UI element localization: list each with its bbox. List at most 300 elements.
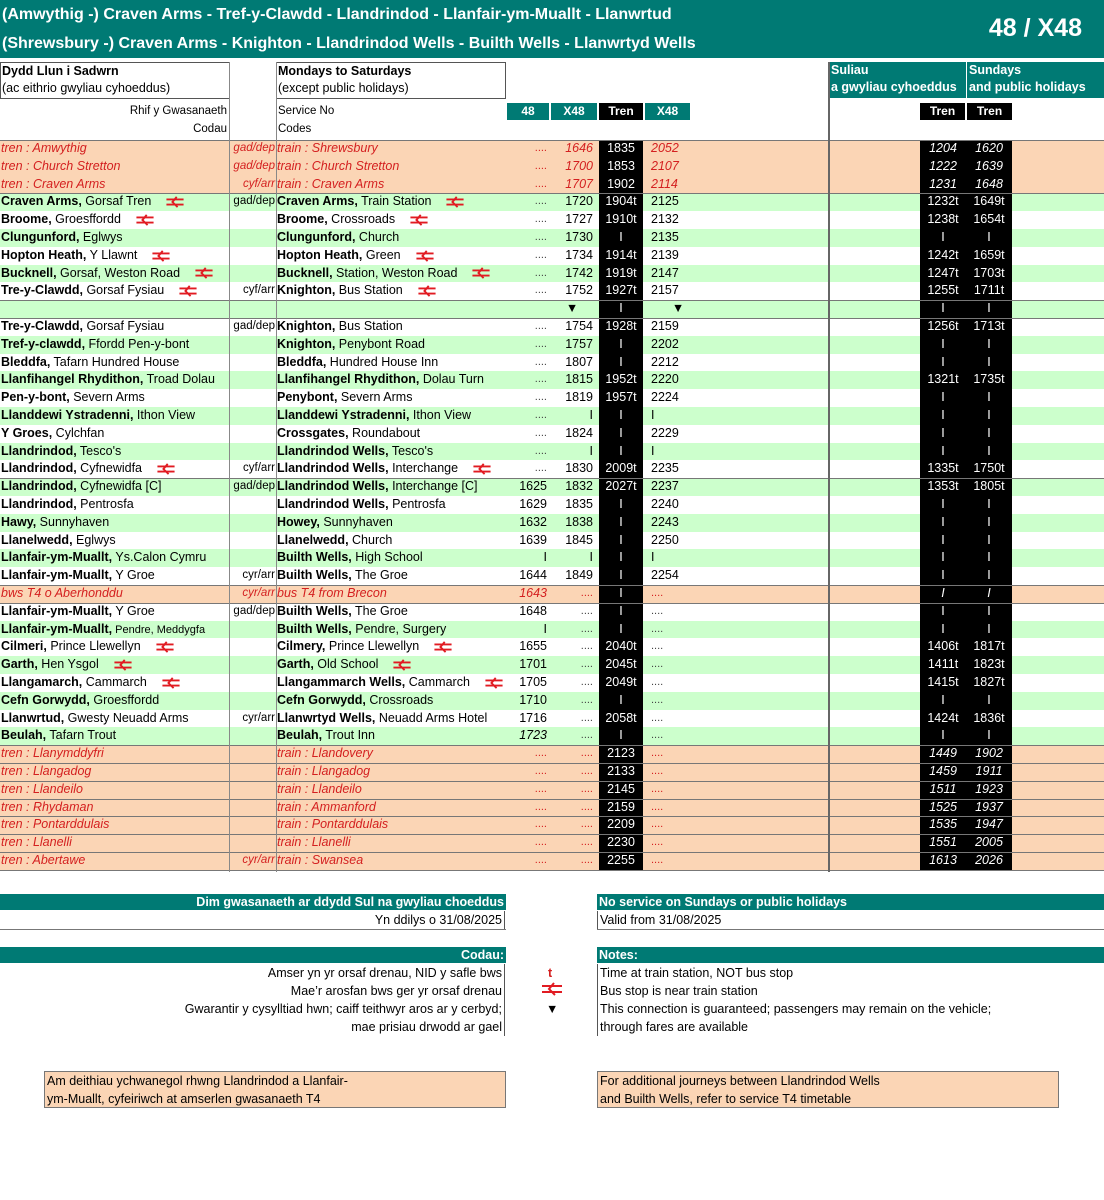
- stop-detail-english: train : Church Stretton: [277, 158, 400, 173]
- stop-detail-english: Church: [355, 230, 400, 244]
- time-x48-first: I: [589, 408, 593, 422]
- row-separator: [0, 781, 1104, 782]
- stop-detail-welsh: Pendre, Meddygfa: [112, 623, 206, 636]
- time-train: 1927t: [599, 282, 643, 300]
- stop-name-welsh: [1, 781, 229, 799]
- time-48: 1632: [519, 514, 547, 529]
- stop-name-english: [277, 834, 507, 852]
- stop-locality-welsh: Llanfair-ym-Muallt,: [1, 550, 113, 565]
- stop-name-welsh: [1, 478, 229, 496]
- rail-icon: [180, 266, 214, 280]
- time-sunday-train-1: I: [920, 300, 966, 318]
- stop-code: [229, 638, 276, 656]
- timetable-header: [0, 0, 1104, 58]
- stop-name-welsh: [1, 318, 229, 336]
- welsh-code-rail: Mae’r arosfan bws ger yr orsaf drenau: [291, 982, 505, 1000]
- stop-detail-welsh: tren : Pontarddulais: [1, 817, 110, 832]
- stop-name-english: [277, 371, 507, 389]
- table-row: [0, 674, 1104, 692]
- time-x48-second: 2114: [651, 176, 678, 191]
- time-x48-first: ....: [580, 782, 593, 795]
- time-sunday-train-2: I: [966, 692, 1012, 710]
- stop-locality-welsh: Llandrindod,: [1, 479, 77, 494]
- time-x48-second: ....: [651, 658, 664, 671]
- time-x48-second: 2229: [651, 425, 679, 440]
- stop-code: [229, 211, 276, 229]
- row-separator: [0, 478, 1104, 479]
- stop-code: [229, 656, 276, 674]
- stop-detail-english: Sunnyhaven: [319, 514, 393, 529]
- welsh-days-sub: (ac eithrio gwyliau cyhoeddus): [2, 81, 171, 95]
- time-x48-second: ....: [651, 640, 664, 653]
- time-sunday-train-2: I: [966, 300, 1012, 318]
- time-x48-second: 2052: [651, 141, 679, 155]
- time-x48-second: 2212: [651, 354, 679, 369]
- stop-name-welsh: [1, 567, 229, 585]
- time-sunday-train-2: 1620: [966, 140, 1012, 158]
- stop-locality-english: Broome,: [277, 212, 328, 227]
- sunday-col-header-tren-1: Tren: [920, 103, 965, 120]
- time-x48-second: ....: [651, 800, 664, 813]
- stop-locality-english: Knighton,: [277, 319, 336, 333]
- time-x48-first: 1838: [565, 514, 593, 529]
- time-48: ....: [534, 177, 547, 190]
- time-x48-second: I: [651, 408, 655, 422]
- welsh-valid-from: Yn ddilys o 31/08/2025: [375, 911, 505, 929]
- stop-code: [229, 549, 276, 567]
- time-train: I: [599, 692, 643, 710]
- table-row: [0, 745, 1104, 763]
- time-x48-second: 2135: [651, 230, 679, 244]
- time-sunday-train-2: 2005: [966, 834, 1012, 852]
- stop-code: [229, 265, 276, 283]
- table-row: [0, 318, 1104, 336]
- english-note-t: Time at train station, NOT bus stop: [597, 964, 793, 982]
- stop-detail-welsh: tren : Rhydaman: [1, 799, 94, 814]
- stop-locality-english: Llanelwedd,: [277, 532, 349, 547]
- stop-code: cyf/arr: [243, 462, 275, 475]
- stop-name-english: [277, 692, 507, 710]
- time-sunday-train-1: 1238t: [920, 211, 966, 229]
- stop-name-english: [277, 140, 507, 158]
- stop-name-welsh: [1, 496, 229, 514]
- stop-detail-welsh: tren : Craven Arms: [1, 176, 106, 191]
- col-header-x48-second: X48: [645, 103, 690, 120]
- time-sunday-train-2: I: [966, 603, 1012, 621]
- stop-locality-english: Knighton,: [277, 283, 336, 298]
- stop-code: gad/dep: [233, 195, 275, 208]
- time-x48-first: ....: [580, 587, 593, 599]
- stop-code: [229, 496, 276, 514]
- welsh-extra-line2: ym-Muallt, cyfeiriwch at amserlen gwasanaeth T4: [47, 1092, 321, 1106]
- stop-name-welsh: [1, 621, 229, 639]
- english-codes-label: Codes: [278, 123, 312, 135]
- time-sunday-train-2: 1711t: [966, 282, 1012, 300]
- time-sunday-train-1: 1411t: [920, 656, 966, 674]
- time-48: ....: [534, 337, 547, 350]
- time-x48-first: ....: [580, 747, 593, 760]
- time-train: I: [599, 727, 643, 745]
- stop-name-english: [277, 247, 507, 265]
- time-sunday-train-2: 1836t: [966, 710, 1012, 728]
- stop-locality-english: Llanfihangel Rhydithon,: [277, 372, 420, 387]
- time-train: 2159: [599, 799, 643, 817]
- time-x48-second: ....: [651, 747, 664, 760]
- stop-name-welsh: [1, 336, 229, 354]
- time-48: ....: [534, 142, 547, 154]
- time-x48-second: I: [651, 550, 655, 565]
- stop-detail-welsh: Gorsaf Fysiau: [82, 319, 165, 333]
- stop-locality-welsh: Llandrindod,: [1, 461, 77, 476]
- time-train: 1835: [599, 140, 643, 158]
- stop-name-english: [277, 336, 507, 354]
- stop-name-welsh: [1, 532, 229, 550]
- stop-name-english: [277, 460, 507, 478]
- divider-code-english: [276, 62, 277, 872]
- time-sunday-train-1: I: [920, 389, 966, 407]
- time-sunday-train-2: I: [966, 567, 1012, 585]
- stop-locality-english: Llandrindod Wells,: [277, 479, 389, 494]
- time-x48-second: 2250: [651, 532, 679, 547]
- stop-detail-welsh: Tesco's: [76, 443, 122, 458]
- rail-icon: [401, 248, 435, 262]
- time-train: I: [599, 229, 643, 247]
- stop-locality-english: Garth,: [277, 657, 314, 672]
- stop-code: [229, 354, 276, 372]
- time-sunday-train-2: I: [966, 549, 1012, 567]
- english-no-service-banner: [597, 894, 1104, 910]
- time-x48-second: 2237: [651, 479, 679, 494]
- time-sunday-train-1: 1551: [920, 834, 966, 852]
- stop-detail-english: train : Craven Arms: [277, 176, 385, 191]
- time-train: 1902: [599, 176, 643, 194]
- time-sunday-train-1: I: [920, 496, 966, 514]
- stop-locality-english: Llandrindod Wells,: [277, 497, 389, 511]
- time-sunday-train-1: I: [920, 425, 966, 443]
- col-header-48: 48: [507, 103, 549, 120]
- title-welsh: (Amwythig -) Craven Arms - Tref-y-Clawdd - Llandrindod - Llanfair-ym-Muallt - Llanwrtud: [2, 6, 672, 23]
- time-x48-second: 2132: [651, 212, 679, 227]
- stop-code: [229, 336, 276, 354]
- stop-name-english: [277, 727, 507, 745]
- time-48: ....: [534, 195, 547, 208]
- time-48: ....: [534, 800, 547, 813]
- time-48: 1723: [519, 728, 547, 743]
- stop-locality-english: Llandrindod Wells,: [277, 461, 389, 476]
- time-48: [507, 300, 549, 318]
- stop-detail-english: Train Station: [357, 194, 432, 209]
- stop-code: [229, 834, 276, 852]
- time-x48-first: ▼: [565, 301, 579, 316]
- stop-name-welsh: [1, 229, 229, 247]
- stop-code: [229, 407, 276, 425]
- time-sunday-train-1: I: [920, 621, 966, 639]
- time-48: ....: [534, 373, 547, 386]
- time-48: ....: [534, 462, 547, 475]
- time-x48-second: ....: [651, 604, 664, 617]
- stop-locality-welsh: Y Groes,: [1, 425, 53, 440]
- col-header-tren: Tren: [599, 103, 643, 120]
- time-sunday-train-1: I: [920, 354, 966, 372]
- service-number: 48 / X48: [988, 14, 1082, 42]
- stop-code: [229, 229, 276, 247]
- stop-code: [229, 799, 276, 817]
- table-row: [0, 282, 1104, 300]
- time-sunday-train-1: 1459: [920, 763, 966, 781]
- time-sunday-train-1: 1335t: [920, 460, 966, 478]
- stop-code: [229, 443, 276, 461]
- english-extra-line1: For additional journeys between Llandrindod Wells: [600, 1074, 880, 1088]
- time-sunday-train-1: 1222: [920, 158, 966, 176]
- stop-locality-english: Clungunford,: [277, 230, 356, 244]
- stop-name-welsh: [1, 727, 229, 745]
- welsh-days-box: [0, 62, 230, 99]
- stop-detail-english: Ithon View: [409, 408, 472, 422]
- english-days-sub: (except public holidays): [278, 81, 409, 95]
- stop-detail-welsh: Severn Arms: [69, 390, 145, 405]
- stop-detail-welsh: Cammarch: [82, 675, 147, 689]
- table-row: [0, 816, 1104, 834]
- time-sunday-train-2: I: [966, 585, 1012, 603]
- stop-locality-welsh: Clungunford,: [1, 230, 80, 244]
- stop-detail-welsh: Troad Dolau: [143, 372, 215, 387]
- time-x48-second: ....: [651, 765, 664, 777]
- stop-detail-welsh: tren : Llanymddyfri: [1, 746, 104, 761]
- stop-locality-welsh: Llanddewi Ystradenni,: [1, 408, 134, 422]
- table-row: [0, 567, 1104, 585]
- rail-icon: [121, 212, 155, 226]
- stop-name-english: [277, 193, 507, 211]
- welsh-code-arrow: Gwarantir y cysylltiad hwn; caiff teithwyr aros ar y cerbyd;: [185, 1000, 505, 1018]
- stop-detail-english: Crossroads: [365, 692, 434, 707]
- stop-locality-english: Bucknell,: [277, 265, 333, 280]
- time-sunday-train-1: 1406t: [920, 638, 966, 656]
- stop-detail-english: train : Llanelli: [277, 835, 351, 850]
- stop-detail-welsh: Tafarn Hundred House: [50, 354, 180, 369]
- rail-symbol-svg: [541, 982, 563, 996]
- time-train: I: [599, 443, 643, 461]
- time-sunday-train-1: 1511: [920, 781, 966, 799]
- time-sunday-train-1: 1242t: [920, 247, 966, 265]
- sunday-english-sub: and public holidays: [969, 80, 1086, 94]
- stop-name-welsh: [1, 354, 229, 372]
- stop-name-english: [277, 585, 507, 603]
- stop-locality-welsh: Llandrindod,: [1, 443, 77, 458]
- row-separator: [0, 852, 1104, 853]
- stop-name-english: [277, 567, 507, 585]
- stop-code: [229, 425, 276, 443]
- english-notes-banner: [597, 947, 1104, 963]
- time-sunday-train-1: I: [920, 567, 966, 585]
- sunday-english-header: [967, 62, 1104, 98]
- time-x48-first: 1752: [565, 283, 593, 298]
- table-row: [0, 176, 1104, 194]
- stop-code: [229, 692, 276, 710]
- stop-name-english: [277, 229, 507, 247]
- time-48: ....: [534, 409, 547, 421]
- stop-locality-welsh: Llanwrtud,: [1, 710, 65, 725]
- time-48: ....: [534, 355, 547, 368]
- stop-locality-welsh: Llandrindod,: [1, 497, 77, 511]
- time-sunday-train-1: 1353t: [920, 478, 966, 496]
- time-x48-second: ....: [651, 729, 664, 742]
- table-row: [0, 603, 1104, 621]
- stop-name-english: [277, 710, 507, 728]
- stop-name-english: [277, 211, 507, 229]
- time-sunday-train-1: 1232t: [920, 193, 966, 211]
- time-x48-first: ....: [580, 658, 593, 671]
- time-x48-first: 1815: [565, 372, 593, 387]
- time-x48-first: 1734: [565, 247, 593, 262]
- table-row: [0, 389, 1104, 407]
- time-sunday-train-2: 1649t: [966, 193, 1012, 211]
- table-row: [0, 763, 1104, 781]
- stop-detail-english: train : Pontarddulais: [277, 817, 389, 832]
- stop-name-welsh: [1, 656, 229, 674]
- time-48: 1705: [519, 675, 547, 689]
- time-train: 2045t: [599, 656, 643, 674]
- divider-weekday-sunday: [828, 62, 830, 872]
- time-train: I: [599, 549, 643, 567]
- time-sunday-train-2: 1911: [966, 763, 1012, 781]
- time-train: 1853: [599, 158, 643, 176]
- stop-locality-welsh: Tre-y-Clawdd,: [1, 283, 83, 298]
- time-x48-first: ....: [580, 622, 593, 635]
- stop-detail-welsh: Cyfnewidfa: [76, 461, 142, 476]
- time-48: ....: [534, 782, 547, 795]
- time-sunday-train-2: 1805t: [966, 478, 1012, 496]
- time-x48-first: 1830: [565, 461, 593, 476]
- rail-icon: [151, 194, 185, 208]
- time-sunday-train-2: I: [966, 425, 1012, 443]
- time-sunday-train-2: I: [966, 727, 1012, 745]
- stop-detail-welsh: Y Groe: [112, 568, 155, 583]
- table-row: [0, 710, 1104, 728]
- welsh-codes-banner: [0, 947, 506, 963]
- row-separator: [0, 745, 1104, 746]
- stop-detail-english: Crossroads: [327, 212, 396, 227]
- table-row: [0, 478, 1104, 496]
- stop-detail-welsh: Cylchfan: [52, 425, 105, 440]
- stop-code: cyf/arr: [243, 284, 275, 297]
- welsh-service-label: Rhif y Gwasanaeth: [129, 105, 227, 117]
- stop-code: [229, 514, 276, 532]
- stop-detail-welsh: Pentrosfa: [76, 497, 134, 511]
- time-train: 2230: [599, 834, 643, 852]
- stop-locality-english: Builth Wells,: [277, 603, 352, 618]
- stop-detail-welsh: Ys.Calon Cymru: [112, 550, 207, 565]
- time-sunday-train-1: I: [920, 336, 966, 354]
- table-row: [0, 514, 1104, 532]
- english-no-service-text: No service on Sundays or public holidays: [599, 895, 847, 909]
- time-x48-second: 2243: [651, 514, 679, 529]
- time-sunday-train-2: I: [966, 336, 1012, 354]
- time-48: 1639: [519, 532, 547, 547]
- row-separator: [0, 816, 1104, 817]
- time-x48-second: 2125: [651, 194, 679, 209]
- stop-name-english: [277, 603, 507, 621]
- stop-name-english: [277, 265, 507, 283]
- table-row: [0, 140, 1104, 158]
- stop-locality-english: Builth Wells,: [277, 568, 352, 583]
- stop-detail-welsh: Tafarn Trout: [46, 728, 117, 743]
- time-48: I: [543, 621, 547, 636]
- stop-detail-english: Interchange [C]: [388, 479, 478, 494]
- stop-name-english: [277, 282, 507, 300]
- time-x48-second: 2157: [651, 283, 679, 298]
- time-x48-first: 1824: [565, 425, 593, 440]
- time-sunday-train-2: I: [966, 443, 1012, 461]
- time-48: ....: [534, 854, 547, 866]
- stop-name-welsh: [1, 389, 229, 407]
- time-x48-first: ....: [580, 818, 593, 831]
- time-train: I: [599, 300, 643, 318]
- stop-locality-english: Llangammarch Wells,: [277, 675, 406, 689]
- stop-detail-english: Cammarch: [405, 675, 470, 689]
- rail-icon: [470, 675, 504, 689]
- stop-name-welsh: [1, 638, 229, 656]
- stop-detail-welsh: bws T4 o Aberhonddu: [1, 586, 123, 600]
- time-x48-second: ....: [651, 622, 664, 635]
- time-train: 2145: [599, 781, 643, 799]
- time-x48-second: 2139: [651, 247, 679, 262]
- time-x48-first: ....: [580, 676, 593, 688]
- welsh-no-service-text: Dim gwasanaeth ar ddydd Sul na gwyliau choeddus: [196, 895, 504, 909]
- time-sunday-train-2: I: [966, 407, 1012, 425]
- stop-detail-welsh: Gorsaf Fysiau: [82, 283, 165, 298]
- sunday-welsh-sub: a gwyliau cyhoeddus: [831, 80, 957, 94]
- stop-locality-english: Builth Wells,: [277, 621, 352, 636]
- time-sunday-train-1: I: [920, 514, 966, 532]
- table-row: [0, 656, 1104, 674]
- time-48: ....: [534, 426, 547, 439]
- time-sunday-train-2: 1827t: [966, 674, 1012, 692]
- stop-name-english: [277, 745, 507, 763]
- time-sunday-train-2: 1937: [966, 799, 1012, 817]
- time-sunday-train-1: 1415t: [920, 674, 966, 692]
- stop-name-welsh: [1, 443, 229, 461]
- stop-detail-english: Neuadd Arms Hotel: [375, 710, 488, 725]
- stop-locality-welsh: Bleddfa,: [1, 354, 51, 369]
- time-x48-first: 1720: [565, 194, 593, 209]
- stop-locality-welsh: Llangamarch,: [1, 675, 83, 689]
- stop-code: gad/dep: [233, 320, 275, 332]
- time-sunday-train-1: I: [920, 692, 966, 710]
- stop-locality-english: Penybont,: [277, 390, 338, 405]
- stop-locality-english: Bleddfa,: [277, 354, 327, 369]
- stop-name-welsh: [1, 211, 229, 229]
- stop-name-english: [277, 425, 507, 443]
- time-x48-first: ....: [580, 604, 593, 617]
- time-train: 2049t: [599, 674, 643, 692]
- row-separator: [0, 870, 1104, 871]
- english-days-title: Mondays to Saturdays: [278, 64, 412, 78]
- stop-detail-welsh: tren : Llandeilo: [1, 781, 84, 796]
- stop-name-welsh: [1, 282, 229, 300]
- rail-icon: [164, 283, 198, 297]
- row-separator: [0, 763, 1104, 764]
- stop-name-welsh: [1, 674, 229, 692]
- rail-icon: [457, 266, 491, 280]
- time-48: 1643: [519, 586, 547, 600]
- time-48: 1648: [519, 603, 547, 618]
- time-x48-second: 2107: [651, 158, 679, 173]
- code-symbol-t: t: [548, 966, 553, 980]
- time-sunday-train-2: 1823t: [966, 656, 1012, 674]
- time-train: 2209: [599, 816, 643, 834]
- stop-locality-english: Crossgates,: [277, 425, 349, 440]
- divider-welsh-code: [229, 62, 230, 872]
